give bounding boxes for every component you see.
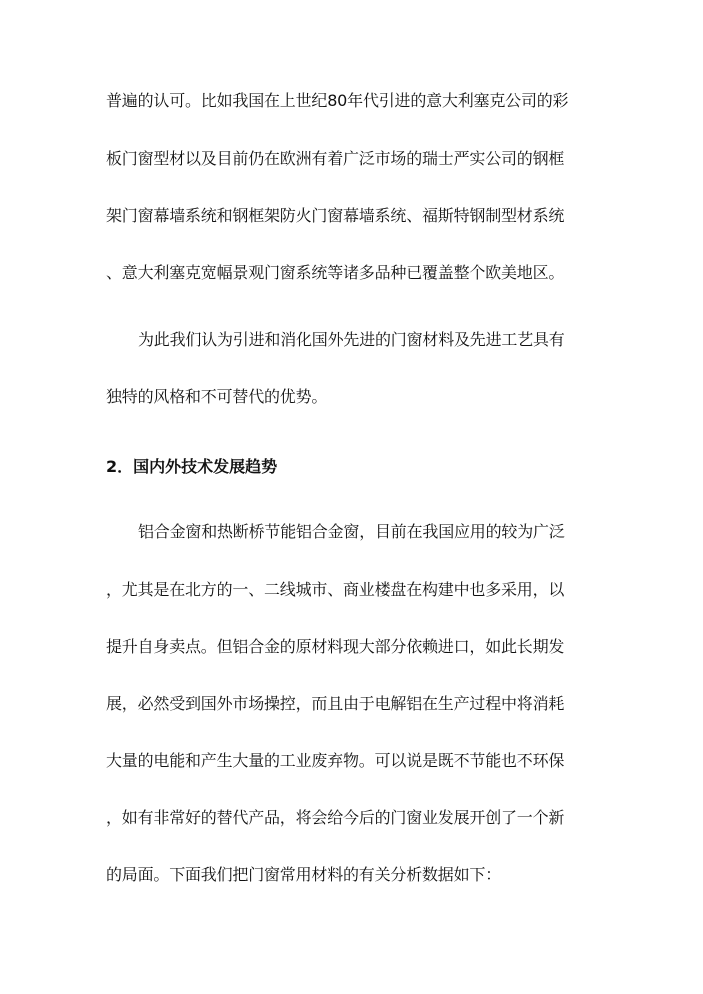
paragraph-3-line-3: 提升自身卖点。但铝合金的原材料现大部分依赖进口，如此长期发 xyxy=(106,637,565,656)
paragraph-2-line-2: 独特的风格和不可替代的优势。 xyxy=(106,387,328,406)
paragraph-3-line-1: 铝合金窗和热断桥节能铝合金窗，目前在我国应用的较为广泛 xyxy=(138,522,565,541)
paragraph-3-line-4: 展，必然受到国外市场操控，而且由于电解铝在生产过程中将消耗 xyxy=(106,694,565,713)
paragraph-3-line-5: 大量的电能和产生大量的工业废弃物。可以说是既不节能也不环保 xyxy=(106,751,565,770)
paragraph-1-line-3: 架门窗幕墙系统和钢框架防火门窗幕墙系统、福斯特钢制型材系统 xyxy=(106,206,565,225)
paragraph-1-line-2: 板门窗型材以及目前仍在欧洲有着广泛市场的瑞士严实公司的钢框 xyxy=(106,149,565,168)
paragraph-1-line-1: 普遍的认可。比如我国在上世纪80年代引进的意大利塞克公司的彩 xyxy=(106,91,569,110)
paragraph-3-line-7: 的局面。下面我们把门窗常用材料的有关分析数据如下： xyxy=(106,865,502,884)
paragraph-2-line-1: 为此我们认为引进和消化国外先进的门窗材料及先进工艺具有 xyxy=(138,330,565,349)
section-heading: 2．国内外技术发展趋势 xyxy=(106,457,278,476)
paragraph-3-line-2: ，尤其是在北方的一、二线城市、商业楼盘在构建中也多采用，以 xyxy=(106,580,565,599)
paragraph-3-line-6: ，如有非常好的替代产品，将会给今后的门窗业发展开创了一个新 xyxy=(106,808,565,827)
paragraph-1-line-4: 、意大利塞克宽幅景观门窗系统等诸多品种已覆盖整个欧美地区。 xyxy=(106,263,565,282)
